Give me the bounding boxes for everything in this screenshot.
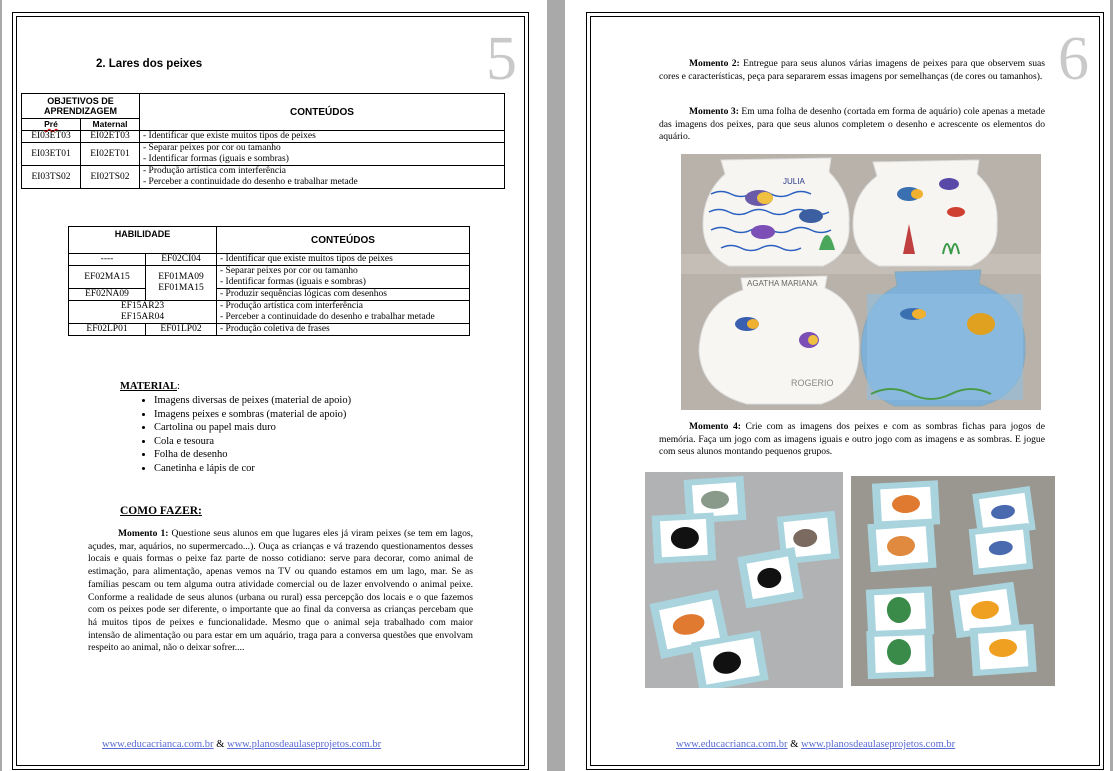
footer-link-educacrianca[interactable]: www.educacrianca.com.br bbox=[676, 739, 788, 750]
table-row bbox=[22, 143, 505, 166]
list-item: • Canetinha e lápis de cor bbox=[154, 462, 351, 476]
cell-content bbox=[217, 301, 470, 324]
drawing-name: AGATHA MARIANA bbox=[747, 279, 818, 288]
cell-content: - Identificar que existe muitos tipos de peixes bbox=[140, 131, 505, 143]
cell-skill bbox=[146, 266, 217, 301]
page-number: 5 bbox=[486, 25, 517, 93]
table-row bbox=[69, 254, 470, 266]
cell-skill: ---- bbox=[69, 254, 146, 266]
skill-header: HABILIDADE bbox=[69, 227, 217, 254]
footer-separator: & bbox=[787, 739, 801, 750]
momento-3-paragraph bbox=[659, 106, 1045, 144]
cell-maternal: EI02TS02 bbox=[81, 166, 140, 189]
content-line: - Perceber a continuidade do desenho e trabalhar metade bbox=[220, 312, 435, 322]
content-line: - Separar peixes por cor ou tamanho bbox=[220, 266, 358, 276]
table-row bbox=[69, 324, 470, 336]
momento-3-label: Momento 3: bbox=[689, 106, 739, 117]
page-5 bbox=[2, 0, 547, 771]
content-line: - Separar peixes por cor ou tamanho bbox=[143, 143, 281, 153]
cell-content bbox=[217, 266, 470, 289]
cell-maternal: EI02ET03 bbox=[81, 131, 140, 143]
content-line: - Identificar formas (iguais e sombras) bbox=[220, 277, 366, 287]
momento-2-text: Entregue para seus alunos várias imagens de peixes para que observem suas cores e características, peça para separarem essas imagens por semelhanças (de cores ou tamanhos). bbox=[659, 58, 1045, 82]
section-title: 2. Lares dos peixes bbox=[96, 58, 203, 70]
momento-2-paragraph bbox=[659, 58, 1045, 83]
list-item: • Folha de desenho bbox=[154, 448, 351, 462]
cell-pre: EI03ET01 bbox=[22, 143, 81, 166]
momento-4-paragraph bbox=[659, 421, 1045, 459]
cell-pre: EI03ET03 bbox=[22, 131, 81, 143]
matching-cards-photo bbox=[851, 476, 1055, 686]
skill-code: EF15AR04 bbox=[120, 312, 165, 322]
content-line: - Produção artística com interferência bbox=[220, 301, 363, 311]
objectives-header: OBJETIVOS DE APRENDIZAGEM bbox=[22, 94, 140, 119]
table-row bbox=[69, 301, 470, 324]
como-fazer-heading: COMO FAZER: bbox=[120, 505, 202, 517]
cell-skill: EF02MA15 bbox=[69, 266, 146, 289]
cell-pre: EI03TS02 bbox=[22, 166, 81, 189]
momento-2-label: Momento 2: bbox=[689, 58, 740, 69]
content-line: - Produção artística com interferência bbox=[143, 166, 286, 176]
material-section: MATERIAL: • Imagens diversas de peixes (material de apoio) • Imagens peixes e sombras (material de apoio) • Cartolina ou papel mais duro • Cola e tesoura • Folha de desenho • Canetinha e lápis de cor bbox=[120, 381, 351, 476]
cell-content bbox=[140, 143, 505, 166]
material-list bbox=[134, 394, 351, 476]
cell-skill: EF02NA09 bbox=[69, 289, 146, 301]
table-row bbox=[22, 166, 505, 189]
material-title: MATERIAL bbox=[120, 381, 177, 392]
momento-1-paragraph bbox=[88, 528, 473, 655]
aquarium-drawings-illustration bbox=[681, 154, 1041, 410]
shadow-cards-illustration bbox=[645, 472, 843, 688]
cell-maternal: EI02ET01 bbox=[81, 143, 140, 166]
drawing-name: JULIA bbox=[783, 177, 805, 186]
skill-code: EF01MA09 bbox=[158, 272, 204, 282]
skills-table bbox=[68, 226, 470, 336]
list-item: • Imagens peixes e sombras (material de apoio) bbox=[154, 408, 351, 422]
momento-4-text: Crie com as imagens dos peixes e com as sombras fichas para jogos de memória. Faça um jogo com as imagens iguais e outro jogo com as imagens e as sombras. E jogue com seus alunos montando pequenos grupos. bbox=[659, 421, 1045, 458]
momento-1-text: Questione seus alunos em que lugares eles já viram peixes (se tem em lagos, açudes, mar, aquários, no supermercado...). Ouça as crianças e vá trazendo questionamentos desses locais e quais formas o peixe faz parte de nosso cotidiano: serve para decorar, como animal de estimação, para alimentação, apenas vemos na TV ou quando estamos em um lago, mar. Se as famílias pescam ou tem alguma outra atividade comercial ou de lazer envolvendo o animal peixe. Conforme a realidade de seus alunos (urbana ou rural) essa percepção dos locais e o que fazemos com os peixes pode ser diferente, o importante que ao final da conversa as crianças percebam que há muitos tipos de peixes e funcionalidade. Mesmo que o animal seja trabalhado com maior intensão de alimentação ou para estar em um aquário, traga para a conversa questões que envolvam respeito ao animal, não o deixar sofrer.... bbox=[88, 528, 473, 654]
momento-4-label: Momento 4: bbox=[689, 421, 741, 432]
table-row bbox=[69, 289, 470, 301]
shadow-cards-photo bbox=[645, 472, 843, 688]
cell-skill bbox=[69, 301, 217, 324]
footer-link-planos[interactable]: www.planosdeaulaseprojetos.com.br bbox=[800, 739, 956, 750]
list-item: • Cola e tesoura bbox=[154, 435, 351, 449]
footer-link-planos[interactable]: www.planosdeaulaseprojetos.com.br bbox=[226, 739, 382, 750]
footer bbox=[102, 739, 381, 750]
table-row bbox=[69, 266, 470, 289]
content-line: - Identificar formas (iguais e sombras) bbox=[143, 154, 289, 164]
content-line: - Perceber a continuidade do desenho e trabalhar metade bbox=[143, 177, 358, 187]
table-row bbox=[22, 131, 505, 143]
cell-skill: EF02LP01 bbox=[69, 324, 146, 336]
aquarium-drawings-photo bbox=[681, 154, 1041, 410]
footer-separator: & bbox=[213, 739, 227, 750]
cell-content: - Identificar que existe muitos tipos de peixes bbox=[217, 254, 470, 266]
cell-content bbox=[140, 166, 505, 189]
cell-content: - Produzir sequências lógicas com desenhos bbox=[217, 289, 470, 301]
page-6 bbox=[565, 0, 1110, 771]
footer bbox=[676, 739, 955, 750]
maternal-header: Maternal bbox=[81, 119, 140, 131]
contents-header: CONTEÚDOS bbox=[217, 227, 470, 254]
skill-code: EF15AR23 bbox=[120, 301, 165, 311]
cell-skill: EF02CI04 bbox=[146, 254, 217, 266]
drawing-name: ROGERIO bbox=[791, 378, 834, 388]
skill-code: EF01MA15 bbox=[158, 283, 204, 293]
momento-3-text: Em uma folha de desenho (cortada em forma de aquário) cole apenas a metade das imagens dos peixes, para que seus alunos completem o desenho e acrescente os elementos do aquário. bbox=[659, 106, 1045, 143]
momento-1-label: Momento 1: bbox=[118, 528, 169, 539]
pre-header: Pré bbox=[44, 119, 58, 129]
objectives-table bbox=[21, 93, 505, 189]
list-item: • Cartolina ou papel mais duro bbox=[154, 421, 351, 435]
cell-skill: EF01LP02 bbox=[146, 324, 217, 336]
list-item: • Imagens diversas de peixes (material de apoio) bbox=[154, 394, 351, 408]
footer-link-educacrianca[interactable]: www.educacrianca.com.br bbox=[102, 739, 214, 750]
contents-header: CONTEÚDOS bbox=[140, 94, 505, 131]
matching-cards-illustration bbox=[851, 476, 1055, 686]
cell-content: - Produção coletiva de frases bbox=[217, 324, 470, 336]
page-number: 6 bbox=[1058, 25, 1089, 93]
